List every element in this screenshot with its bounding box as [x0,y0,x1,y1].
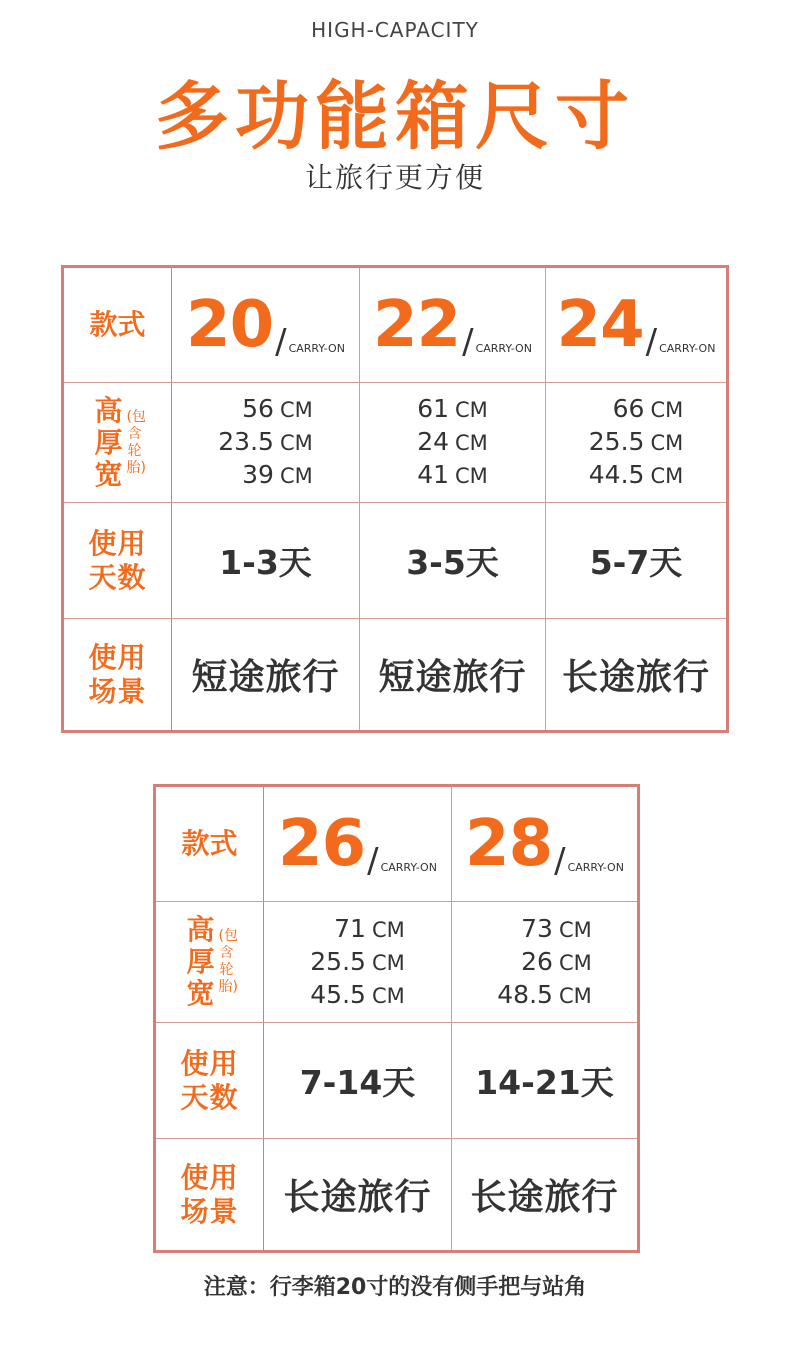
thickness-value: 24 [417,427,449,456]
size-number: 28 [465,807,553,881]
dimensions-row [64,383,726,503]
thickness-value: 25.5 [310,946,366,976]
unit: CM [558,983,592,1008]
model-label: 款式 [89,308,146,341]
days-label-line1: 使用 [180,1046,239,1080]
thickness-value: 23.5 [218,427,274,456]
days-row [64,503,726,619]
dimensions-row [156,902,637,1023]
slash: / [462,322,474,362]
days-cell-26 [264,1023,451,1138]
height-value: 66 [612,394,645,423]
scene-cell-26 [264,1139,451,1250]
thickness-value: 25.5 [588,427,645,456]
scene-label [180,1161,240,1229]
unit: CM [371,950,405,975]
days-cell-22 [359,503,545,618]
model-row [156,787,637,902]
slash: / [367,841,379,881]
scene-value: 短途旅行 [378,657,527,698]
height-value: 71 [334,913,366,943]
scene-row [64,619,726,730]
height-value: 56 [242,394,274,423]
dimensions-values [218,393,312,492]
model-label-cell [156,787,264,901]
unit: CM [279,398,313,422]
days-cell-28 [451,1023,637,1138]
days-value: 5-7天 [589,543,683,582]
unit: CM [558,917,592,942]
unit: CM [279,431,313,455]
thickness-label: 厚 [94,425,123,459]
height-label: 高 [186,913,215,946]
size-value [465,807,624,881]
size-value [373,288,532,362]
width-value: 41 [417,460,449,489]
model-cell-26 [264,787,451,901]
dimensions-values [417,393,488,492]
scene-value: 长途旅行 [283,1177,432,1218]
size-number: 22 [373,288,461,362]
model-cell-24 [545,268,726,382]
scene-label-line1: 使用 [180,1160,239,1194]
wheels-included-note: (包含轮胎) [126,408,146,476]
size-value [278,807,437,881]
model-cell-22 [359,268,545,382]
dimensions-label-cell [156,902,264,1022]
unit: CM [371,917,405,942]
dimensions-values [310,913,404,1012]
dims-cell-22 [359,383,545,502]
thickness-label: 厚 [186,945,215,978]
days-value: 1-3天 [219,543,312,582]
width-value: 45.5 [310,979,366,1009]
scene-value: 长途旅行 [470,1177,619,1218]
unit: CM [558,950,592,975]
dims-cell-24 [545,383,726,502]
size-number: 24 [556,288,644,362]
model-cell-20 [172,268,359,382]
model-cell-28 [451,787,637,901]
dims-cell-26 [264,902,451,1022]
dimensions-values [497,913,591,1012]
footnote: 注意：行李箱20寸的没有侧手把与站角 [203,1275,587,1300]
days-value: 3-5天 [406,543,499,582]
width-value: 48.5 [497,979,553,1009]
scene-value: 长途旅行 [561,657,710,698]
days-label-cell [64,503,172,618]
days-label-line1: 使用 [88,526,147,560]
carry-on-label: CARRY-ON [288,342,345,355]
carry-on-label: CARRY-ON [659,342,716,355]
dims-cell-20 [172,383,359,502]
scene-cell-28 [451,1139,637,1250]
scene-label-cell [64,619,172,730]
model-row [64,268,726,383]
dimensions-label-cell [64,383,172,502]
slash: / [554,841,566,881]
width-label: 宽 [94,457,123,491]
dimensions-values [589,393,683,492]
scene-cell-20 [172,619,359,730]
days-cell-24 [545,503,726,618]
height-value: 73 [521,913,553,943]
unit: CM [650,464,684,488]
unit: CM [455,464,488,488]
model-label: 款式 [181,827,238,860]
carry-on-label: CARRY-ON [567,861,624,874]
scene-label-line2: 场景 [88,674,147,708]
size-value [186,288,345,362]
scene-cell-22 [359,619,545,730]
carry-on-label: CARRY-ON [380,861,437,874]
unit: CM [650,398,684,422]
slash: / [275,322,287,362]
scene-value: 短途旅行 [191,657,340,698]
scene-label-line1: 使用 [88,640,147,674]
days-label [88,527,148,595]
size-number: 26 [278,807,366,881]
width-value: 39 [242,460,274,489]
page-subtitle: 让旅行更方便 [304,161,485,194]
carry-on-label: CARRY-ON [475,342,532,355]
days-label-line2: 天数 [88,560,147,594]
thickness-value: 26 [521,946,553,976]
wheels-included-note: (包含轮胎) [218,928,238,995]
width-value: 44.5 [588,460,645,489]
size-value [556,288,716,362]
slash: / [645,322,658,362]
days-row [156,1023,637,1139]
size-number: 20 [186,288,274,362]
model-label-cell [64,268,172,382]
days-cell-20 [172,503,359,618]
unit: CM [455,431,488,455]
unit: CM [279,464,313,488]
height-value: 61 [417,394,449,423]
page-title: 多功能箱尺寸 [155,74,635,160]
scene-row [156,1139,637,1250]
unit: CM [455,398,488,422]
size-table-1 [61,265,729,733]
days-label-line2: 天数 [180,1080,239,1114]
scene-label-line2: 场景 [180,1194,239,1228]
dims-cell-28 [451,902,637,1022]
days-value: 14-21天 [475,1063,614,1102]
height-label: 高 [94,393,123,427]
scene-cell-24 [545,619,726,730]
dimensions-label [185,913,238,1010]
eyebrow-text: HIGH-CAPACITY [311,18,479,42]
scene-label-cell [156,1139,264,1250]
size-table-2 [153,784,640,1253]
days-label-cell [156,1023,264,1138]
unit: CM [371,983,405,1008]
dimensions-label [93,393,146,491]
scene-label [88,641,148,709]
days-value: 7-14天 [299,1063,416,1102]
days-label [180,1047,240,1115]
unit: CM [650,431,684,455]
width-label: 宽 [186,977,215,1010]
